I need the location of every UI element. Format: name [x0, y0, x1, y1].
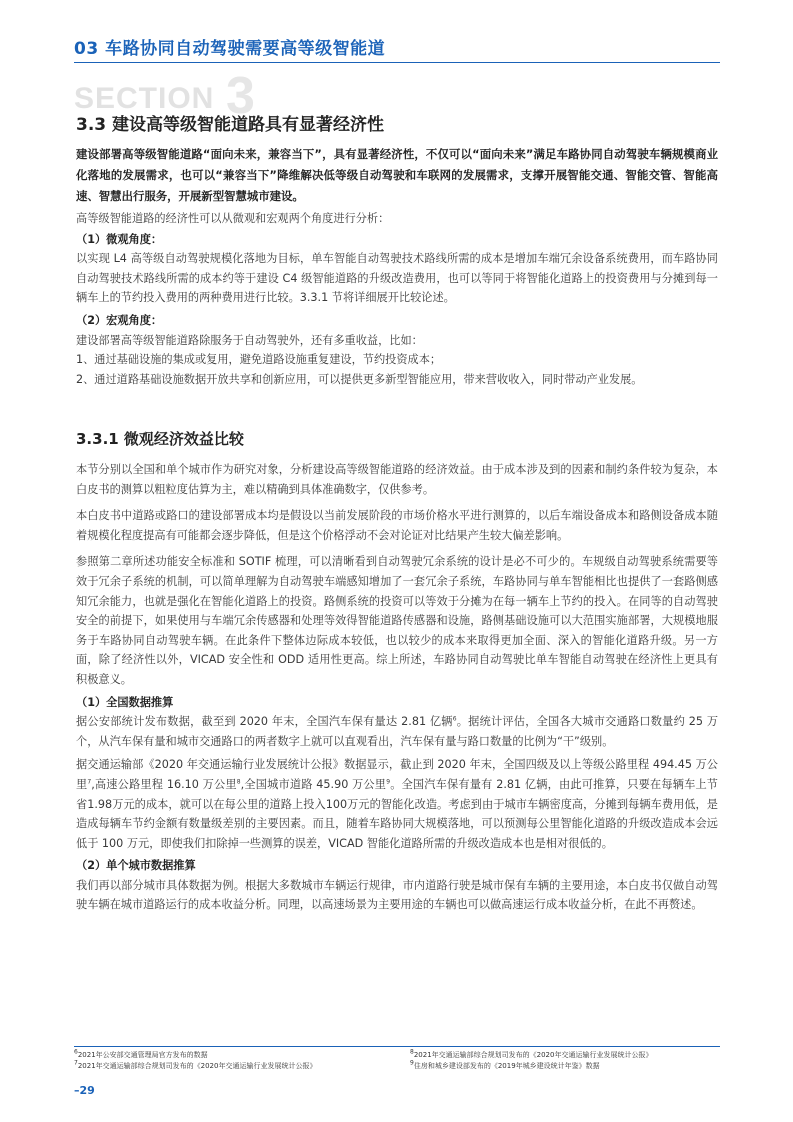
national-p2-c: ,全国城市道路 45.90 万公里	[240, 777, 387, 791]
footnote-8: $^8$2021年交通运输部综合规划司发布的《2020年交通运输行业发展统计公报》	[410, 1048, 653, 1059]
micro-heading: （1）微观角度：	[76, 232, 163, 246]
national-p2-a: 据交通运输部《2020 年交通运输行业发展统计公报》数据显示，截止到 2020 年末，全国四级及以上等级公路里程 494.45 万公里	[76, 758, 718, 791]
footnote-ref-7: 7	[87, 778, 92, 786]
intro-block	[76, 144, 718, 389]
footnotes-left	[74, 1050, 316, 1072]
subsection-title: 3.3.1 微观经济效益比较	[76, 430, 244, 448]
chapter-header: 03 车路协同自动驾驶需要高等级智能道	[74, 39, 386, 59]
subsection-paragraph-3: 参照第二章所述功能安全标准和 SOTIF 梳理，可以清晰看到自动驾驶冗余系统的设计是必不可少的。车规级自动驾驶系统需要等效于冗余子系统的机制，可以简单理解为自动驾驶车端感知增加了一套冗余子系统，车路协同与单车智能相比也提供了一套路侧感知冗余能力，也就是强化在智能化道路上的投资。路侧系统的投资可以等效于分摊为在每一辆车上节约的投入。在同等的自动驾驶安全的前提下，如果使用与车端冗余传感器和处理等效得智能道路传感器和设施，路侧基础设施可以大范围实施部署，大规模地服务于车路协同自动驾驶车辆。在此条件下整体边际成本较低，也以较少的成本来取得更加全面、深入的智能化道路升级。另一方面，除了经济性以外，VICAD 安全性和 ODD 适用性更高。综上所述，车路协同自动驾驶比单车智能自动驾驶在经济性上更具有积极意义。	[76, 555, 718, 686]
macro-heading: （2）宏观角度：	[76, 313, 163, 327]
subsection-paragraph-1: 本节分别以全国和单个城市作为研究对象，分析建设高等级智能道路的经济效益。由于成本涉及到的因素和制约条件较为复杂，本白皮书的测算以粗粒度估算为主，难以精确到具体准确数字，仅供参考。	[76, 463, 718, 496]
footnote-9: $^9$住房和城乡建设部发布的《2019年城乡建设统计年鉴》数据	[410, 1059, 600, 1070]
footnote-7: $^7$2021年交通运输部综合规划司发布的《2020年交通运输行业发展统计公报》	[74, 1059, 317, 1070]
macro-item-2: 2、通过道路基础设施数据开放共享和创新应用，可以提供更多新型智能应用，带来营收收入，同时带动产业发展。	[76, 372, 643, 386]
section-title: 3.3 建设高等级智能道路具有显著经济性	[76, 115, 385, 135]
city-heading: （2）单个城市数据推算	[76, 859, 196, 873]
footnote-6: $^6$2021年公安部交通管理局官方发布的数据	[74, 1048, 208, 1059]
national-heading: （1）全国数据推算	[76, 695, 174, 709]
micro-text: 以实现 L4 高等级自动驾驶规模化落地为目标，单车智能自动驾驶技术路线所需的成本是增加车端冗余设备系统费用，而车路协同自动驾驶技术路线所需的成本约等于建设 C4 级智能道路的升级改造费用，也可以等同于将智能化道路上的投资费用与分摊到每一辆车上的节约投入费用的两种费用进行比较。3.3.1 节将详细展开比较论述。	[76, 252, 718, 305]
footnote-ref-8: 8	[236, 778, 241, 786]
macro-item-1: 1、通过基础设施的集成或复用，避免道路设施重复建设，节约投资成本；	[76, 353, 442, 367]
analysis-intro: 高等级智能道路的经济性可以从微观和宏观两个角度进行分析：	[76, 212, 390, 225]
national-p2-d: 。全国汽车保有量有 2.81 亿辆，由此可推算，只要在每辆车上节省1.98万元的成本，就可以在每公里的道路上投入100万元的智能化改造。考虑到由于城市车辆密度高，分摊到每辆车费用低，是造成每辆车节约金额有数量级差别的主要因素。而且，随着车路协同大规模落地，可以预测每公里智能化道路的升级改造成本会远低于 100 万元，即使我们扣除掉一些测算的误差，VICAD 智能化道路所需的升级改造成本也是相对很低的。	[76, 777, 718, 850]
subsection-body	[76, 460, 718, 915]
city-text: 我们再以部分城市具体数据为例。根据大多数城市车辆运行规律，市内道路行驶是城市保有车辆的主要用途，本白皮书仅做自动驾驶车辆在城市道路运行的成本收益分析。同理，以高速场景为主要用途的车辆也可以做高速运行成本收益分析，在此不再赘述。	[76, 878, 718, 912]
national-p1-b: 。据统计评估，全国各大城市交通路口数量约 25 万个，从汽车保有量和城市交通路口的两者数字上就可以直观看出，汽车保有量与路口数量的比例为“干”级别。	[76, 715, 719, 748]
page-number: –29	[74, 1084, 95, 1097]
section-watermark-number: 3	[226, 67, 255, 125]
national-p1-a: 据公安部统计发布数据，截至到 2020 年末，全国汽车保有量达 2.81 亿辆	[76, 715, 453, 729]
section-watermark: SECTION	[74, 82, 215, 115]
intro-bold-lead: 建设部署高等级智能道路“面向未来，兼容当下”，具有显著经济性，不仅可以“面向未来”满足车路协同自动驾驶车辆规模商业化落地的发展需求，也可以“兼容当下”降维解决低等级自动驾驶和车联网的发展需求，支撑开展智能交通、智能交管、智能高速、智慧出行服务，开展新型智慧城市建设。	[76, 147, 718, 203]
national-paragraph-2	[76, 755, 718, 853]
footnote-ref-6: 6	[452, 715, 457, 723]
subsection-paragraph-2: 本白皮书中道路或路口的建设部署成本均是假设以当前发展阶段的市场价格水平进行测算的，以后车端设备成本和路侧设备成本随着规模化程度提高有可能都会逐步降低，但是这个价格浮动不会对论证对比结果产生较大偏差影响。	[76, 509, 718, 542]
footnote-divider	[74, 1046, 720, 1047]
footnotes-right	[410, 1050, 652, 1072]
macro-text: 建设部署高等级智能道路除服务于自动驾驶外，还有多重收益，比如：	[76, 333, 423, 347]
national-p2-b: ,高速公路里程 16.10 万公里	[91, 777, 237, 791]
footnote-ref-9: 9	[386, 778, 391, 786]
national-paragraph-1	[76, 712, 718, 751]
header-divider	[74, 62, 720, 63]
